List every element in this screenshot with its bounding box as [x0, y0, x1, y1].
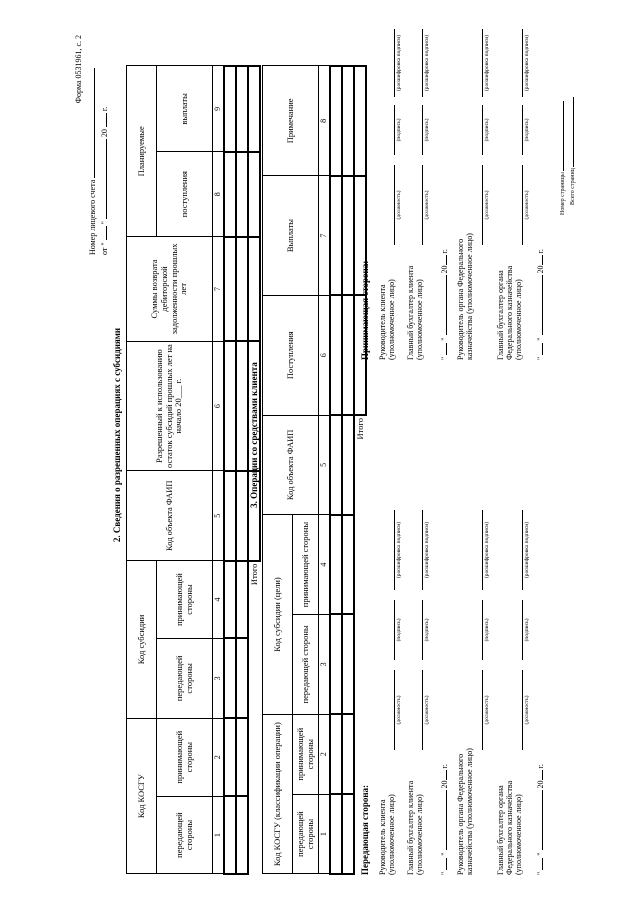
sending-head-decode-line[interactable]	[394, 510, 395, 590]
signature-caption: (подпись)	[484, 118, 490, 142]
s3-cell[interactable]	[342, 295, 354, 415]
s3-num: 6	[319, 295, 331, 415]
s3-cell[interactable]	[342, 615, 354, 715]
signature-caption: (подпись)	[424, 118, 430, 142]
receiving-treasury-chief-signature-line[interactable]	[522, 105, 523, 155]
receiving-head-position-line[interactable]	[394, 165, 395, 245]
receiving-client-date	[440, 210, 449, 360]
signature-caption: (подпись)	[524, 118, 530, 142]
receiving-side-title: Принимающая сторона:	[360, 260, 370, 360]
s2-col-subsidy: Код субсидии	[127, 561, 157, 719]
date-month-field[interactable]	[446, 275, 447, 335]
s2-col-kosgu-from: передающей стороны	[157, 796, 213, 874]
s2-cell[interactable]	[236, 638, 248, 718]
s3-col-faip: Код объекта ФАИП	[263, 415, 319, 515]
s3-col-subsidy-from: передающей стороны	[293, 615, 319, 715]
s2-num: 4	[213, 561, 225, 639]
position-caption: (должность)	[396, 695, 402, 725]
sending-head-treasury-label: Руководитель органа Федерального казначейства (уполномоченное лицо)	[456, 748, 475, 875]
sending-chief-acc-treasury-label: Главный бухгалтер органа Федерального казначейства (уполномоченное лицо)	[496, 780, 524, 875]
date-year-field[interactable]	[446, 255, 447, 265]
s3-num: 4	[319, 515, 331, 615]
sending-treasury-chief-position-line[interactable]	[522, 670, 523, 750]
signature-caption: (подпись)	[396, 618, 402, 642]
s3-num: 5	[319, 415, 331, 515]
s2-cell[interactable]	[224, 237, 236, 342]
sending-head-client-label: Руководитель клиента (уполномоченное лицо)	[378, 794, 397, 875]
receiving-treasury-head-decode-line[interactable]	[482, 29, 483, 97]
position-caption: (должность)	[524, 695, 530, 725]
date-month-field[interactable]	[446, 790, 447, 850]
date-year: 20	[536, 265, 545, 274]
s2-cell[interactable]	[224, 341, 236, 471]
signature-caption: (подпись)	[484, 618, 490, 642]
s3-cell[interactable]	[330, 66, 342, 176]
sending-chief-decode-line[interactable]	[422, 510, 423, 590]
date-g: г.	[536, 249, 545, 254]
s3-cell[interactable]	[342, 794, 354, 874]
sending-treasury-chief-decode-line[interactable]	[522, 510, 523, 590]
s3-cell[interactable]	[330, 415, 342, 515]
signature-caption: (подпись)	[524, 618, 530, 642]
position-caption: (должность)	[424, 695, 430, 725]
s2-col-faip: Код объекта ФАИП	[127, 471, 213, 561]
form-number: Форма 0531961, с. 2	[74, 35, 83, 104]
s3-cell[interactable]	[342, 66, 354, 176]
s3-col-income: Поступления	[263, 295, 319, 415]
s3-col-kosgu-from: передающей стороны	[293, 794, 319, 874]
s2-num: 2	[213, 718, 225, 796]
s2-cell[interactable]	[224, 718, 236, 796]
s3-cell[interactable]	[330, 295, 342, 415]
s2-cell[interactable]	[224, 796, 236, 874]
date-day-field[interactable]	[446, 858, 447, 870]
date-year-field[interactable]	[542, 255, 543, 265]
date-year-suffix: г.	[100, 106, 109, 112]
s2-cell[interactable]	[236, 796, 248, 874]
date-year: 20	[440, 780, 449, 789]
date-year: 20	[536, 780, 545, 789]
s2-col-subsidy-to: принимающей стороны	[157, 561, 213, 639]
date-quote-close: "	[100, 221, 109, 225]
s2-cell[interactable]	[236, 66, 248, 152]
receiving-chief-acc-treasury-label: Главный бухгалтер органа Федерального казначейства (уполномоченное лицо)	[496, 265, 524, 360]
receiving-treasury-date	[536, 210, 545, 360]
page-number-label: Номер страницы	[560, 172, 566, 215]
s2-num: 6	[213, 341, 225, 471]
sending-treasury-head-signature-line[interactable]	[482, 600, 483, 660]
receiving-treasury-chief-decode-line[interactable]	[522, 29, 523, 97]
date-quote: от "	[100, 242, 109, 255]
decode-caption: (расшифровка подписи)	[484, 521, 490, 579]
s3-total-cell[interactable]	[354, 66, 366, 176]
date-year: 20	[440, 265, 449, 274]
sending-side-title: Передающая сторона:	[360, 784, 370, 875]
s2-cell[interactable]	[236, 561, 248, 639]
receiving-head-client-label: Руководитель клиента (уполномоченное лицо)	[378, 279, 397, 360]
s3-cell[interactable]	[330, 515, 342, 615]
date-month-field[interactable]	[542, 275, 543, 335]
date-quote: "	[440, 871, 449, 875]
s3-col-subsidy: Код субсидии (цели)	[263, 515, 293, 715]
section2-table	[126, 65, 261, 875]
date-day-field[interactable]	[542, 858, 543, 870]
s3-col-note: Примечание	[263, 66, 319, 176]
signature-caption: (подпись)	[424, 618, 430, 642]
date-day-field[interactable]	[106, 226, 107, 240]
date-quote: "	[536, 356, 545, 360]
s3-cell[interactable]	[330, 794, 342, 874]
s2-num: 5	[213, 471, 225, 561]
s3-total-label: Итого	[354, 418, 365, 440]
s2-col-kosgu: Код КОСГУ	[127, 718, 157, 874]
position-caption: (должность)	[396, 190, 402, 220]
decode-caption: (расшифровка подписи)	[424, 34, 430, 92]
s3-col-payments: Выплаты	[263, 176, 319, 296]
receiving-chief-acc-client-label: Главный бухгалтер клиента (уполномоченное лицо)	[406, 265, 425, 360]
sending-treasury-head-decode-line[interactable]	[482, 510, 483, 590]
s2-num: 9	[213, 66, 225, 152]
decode-caption: (расшифровка подписи)	[484, 34, 490, 92]
s3-num: 1	[319, 794, 331, 874]
s2-col-kosgu-to: принимающей стороны	[157, 718, 213, 796]
s3-cell[interactable]	[342, 714, 354, 794]
pages-total-field[interactable]	[573, 97, 574, 167]
date-year-field[interactable]	[106, 113, 107, 127]
decode-caption: (расшифровка подписи)	[524, 521, 530, 579]
s2-col-allowed: Разрешенный к использованию остаток субсидий прошлых лет на начало 20___ г.	[127, 341, 213, 471]
s2-col-planned: Планируемые	[127, 66, 157, 237]
section2-title: 2. Сведения о разрешенных операциях с субсидиями	[112, 327, 122, 543]
s2-col-payments: выплаты	[157, 66, 213, 152]
receiving-treasury-head-position-line[interactable]	[482, 165, 483, 245]
sending-treasury-date	[536, 725, 545, 875]
s2-cell[interactable]	[236, 471, 248, 561]
s2-num: 3	[213, 638, 225, 718]
decode-caption: (расшифровка подписи)	[524, 34, 530, 92]
position-caption: (должность)	[484, 190, 490, 220]
s2-cell[interactable]	[236, 237, 248, 342]
decode-caption: (расшифровка подписи)	[396, 34, 402, 92]
s2-num: 8	[213, 152, 225, 237]
receiving-head-decode-line[interactable]	[394, 29, 395, 97]
page-number-row	[560, 25, 566, 215]
s2-col-subsidy-from: передающей стороны	[157, 638, 213, 718]
receiving-chief-position-line[interactable]	[422, 165, 423, 245]
s2-num: 7	[213, 237, 225, 342]
date-year-prefix: 20	[100, 129, 109, 138]
sending-client-date	[440, 725, 449, 875]
sending-head-position-line[interactable]	[394, 670, 395, 750]
section3-table	[262, 65, 367, 875]
date-g: г.	[440, 249, 449, 254]
receiving-treasury-head-signature-line[interactable]	[482, 105, 483, 155]
s2-cell[interactable]	[224, 152, 236, 237]
receiving-treasury-chief-position-line[interactable]	[522, 165, 523, 245]
account-label: Номер лицевого счета	[88, 179, 97, 255]
s2-col-income: поступления	[157, 152, 213, 237]
s3-cell[interactable]	[330, 615, 342, 715]
date-month-field[interactable]	[542, 790, 543, 850]
section3-title: 3. Операции со средствами клиента	[249, 362, 259, 508]
s3-cell[interactable]	[342, 515, 354, 615]
date-quote: "	[440, 852, 449, 856]
s3-num: 2	[319, 714, 331, 794]
s2-cell[interactable]	[224, 561, 236, 639]
sending-chief-signature-line[interactable]	[422, 600, 423, 660]
s3-col-kosgu: Код КОСГУ (классификации операции)	[263, 714, 293, 874]
pages-total-label: Всего страниц	[570, 168, 576, 205]
account-number-row	[88, 35, 97, 255]
date-year-field[interactable]	[446, 770, 447, 780]
sending-head-signature-line[interactable]	[394, 600, 395, 660]
date-quote: "	[536, 337, 545, 341]
s3-num: 7	[319, 176, 331, 296]
signature-caption: (подпись)	[396, 118, 402, 142]
s3-cell[interactable]	[330, 714, 342, 794]
position-caption: (должность)	[484, 695, 490, 725]
date-year-field[interactable]	[542, 770, 543, 780]
receiving-head-signature-line[interactable]	[394, 105, 395, 155]
position-caption: (должность)	[424, 190, 430, 220]
s3-cell[interactable]	[342, 415, 354, 515]
date-day-field[interactable]	[542, 343, 543, 355]
s2-cell[interactable]	[224, 66, 236, 152]
s3-col-subsidy-to: принимающей стороны	[293, 515, 319, 615]
date-quote: "	[440, 356, 449, 360]
account-date-row	[100, 35, 109, 255]
position-caption: (должность)	[524, 190, 530, 220]
s3-num: 3	[319, 615, 331, 715]
page-number-field[interactable]	[563, 101, 564, 171]
date-month-field[interactable]	[106, 139, 107, 219]
s2-cell[interactable]	[236, 341, 248, 471]
s2-cell[interactable]	[236, 152, 248, 237]
decode-caption: (расшифровка подписи)	[396, 521, 402, 579]
s2-cell[interactable]	[236, 718, 248, 796]
pages-total-row	[570, 25, 576, 205]
sending-treasury-chief-signature-line[interactable]	[522, 600, 523, 660]
s2-total-label: Итого	[248, 563, 259, 586]
sending-chief-acc-client-label: Главный бухгалтер клиента (уполномоченное лицо)	[406, 780, 425, 875]
receiving-chief-signature-line[interactable]	[422, 105, 423, 155]
receiving-head-treasury-label: Руководитель органа Федерального казначейства (уполномоченное лицо)	[456, 233, 475, 360]
account-number-field[interactable]	[94, 68, 95, 178]
s2-col-refund: Суммы возврата дебиторской задолженности прошлых лет	[127, 237, 213, 342]
date-quote: "	[536, 871, 545, 875]
s3-num: 8	[319, 66, 331, 176]
date-g: г.	[536, 764, 545, 769]
s3-col-kosgu-to: принимающей стороны	[293, 714, 319, 794]
sending-treasury-head-position-line[interactable]	[482, 670, 483, 750]
s2-num: 1	[213, 796, 225, 874]
decode-caption: (расшифровка подписи)	[424, 521, 430, 579]
date-quote: "	[440, 337, 449, 341]
s2-cell[interactable]	[224, 638, 236, 718]
s2-cell[interactable]	[224, 471, 236, 561]
receiving-chief-decode-line[interactable]	[422, 29, 423, 97]
date-quote: "	[536, 852, 545, 856]
date-g: г.	[440, 764, 449, 769]
s3-cell[interactable]	[342, 176, 354, 296]
s3-cell[interactable]	[330, 176, 342, 296]
date-day-field[interactable]	[446, 343, 447, 355]
sending-chief-position-line[interactable]	[422, 670, 423, 750]
